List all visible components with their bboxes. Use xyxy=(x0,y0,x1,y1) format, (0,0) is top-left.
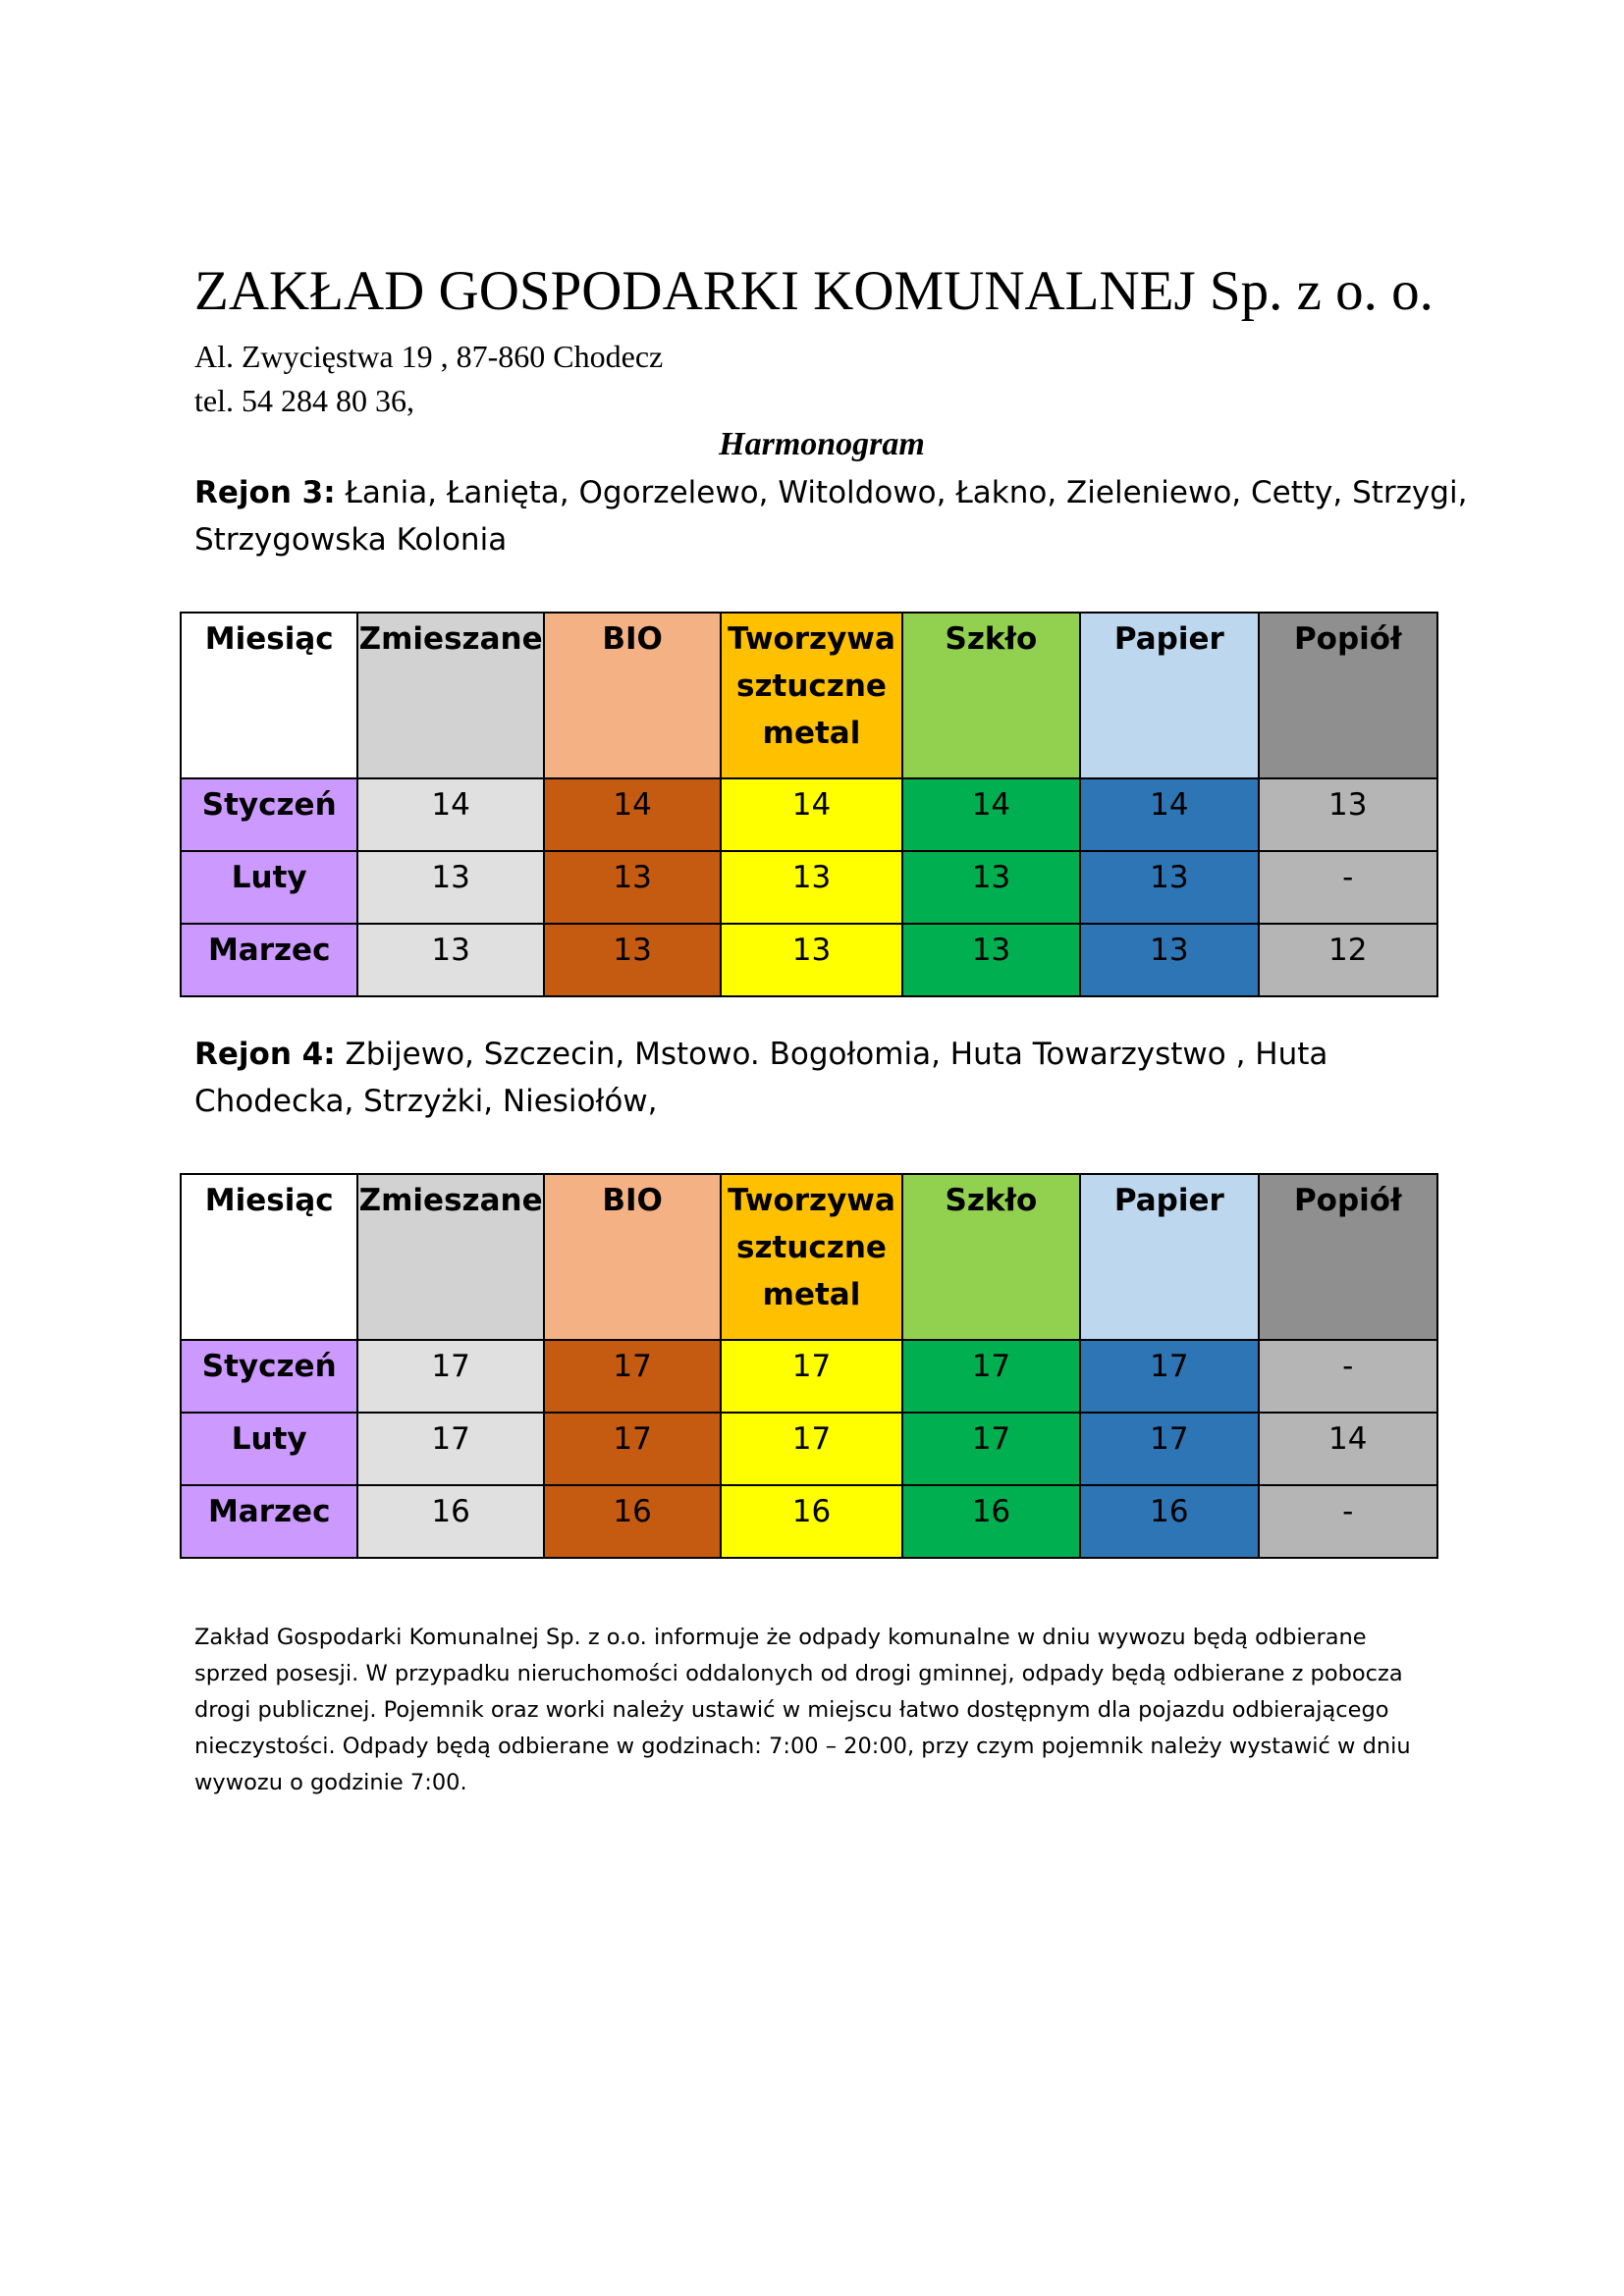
table-row xyxy=(181,1413,1437,1485)
plastic-cell: 14 xyxy=(721,778,901,851)
plastic-cell: 13 xyxy=(721,851,901,924)
column-header-paper: Papier xyxy=(1080,613,1258,778)
document-title: Harmonogram xyxy=(719,426,925,462)
bio-cell: 13 xyxy=(544,851,721,924)
ash-cell: - xyxy=(1259,1485,1437,1558)
table-header-row xyxy=(181,1174,1437,1340)
header-line: metal xyxy=(762,716,861,751)
table-row xyxy=(181,851,1437,924)
table-row xyxy=(181,1485,1437,1558)
glass-cell: 17 xyxy=(902,1340,1080,1413)
month-cell: Styczeń xyxy=(181,1340,357,1413)
paper-cell: 17 xyxy=(1080,1413,1258,1485)
paper-cell: 13 xyxy=(1080,851,1258,924)
column-header-paper: Papier xyxy=(1080,1174,1258,1340)
info-note: Zakład Gospodarki Komunalnej Sp. z o.o. informuje że odpady komunalne w dniu wywozu będą odbierane sprzed posesji. W przypadku nieruchomości oddalonych od drogi gminnej, odpady będą odbierane z pobocza drogi publicznej. Pojemnik oraz worki należy ustawić w miejscu łatwo dostępnym dla pojazdu odbierającego nieczystości. Odpady będą odbierane w godzinach: 7:00 – 20:00, przy czym pojemnik należy wystawić w dniu wywozu o godzinie 7:00. xyxy=(194,1625,1411,1795)
column-header-plastic-metal xyxy=(721,1174,901,1340)
plastic-cell: 17 xyxy=(721,1340,901,1413)
region-3-label: Rejon 3: xyxy=(194,475,336,510)
ash-cell: - xyxy=(1259,1340,1437,1413)
month-cell: Luty xyxy=(181,1413,357,1485)
region-3-localities: Łania, Łanięta, Ogorzelewo, Witoldowo, Łakno, Zieleniewo, Cetty, Strzygi, Strzygowska Kolonia xyxy=(194,475,1468,558)
region-4-schedule-table xyxy=(180,1173,1438,1559)
mixed-cell: 17 xyxy=(357,1340,543,1413)
month-cell: Marzec xyxy=(181,1485,357,1558)
glass-cell: 13 xyxy=(902,924,1080,996)
column-header-glass: Szkło xyxy=(902,613,1080,778)
ash-cell: 12 xyxy=(1259,924,1437,996)
column-header-plastic-metal xyxy=(721,613,901,778)
mixed-cell: 13 xyxy=(357,924,543,996)
column-header-month: Miesiąc xyxy=(181,613,357,778)
header-line: metal xyxy=(762,1277,861,1312)
column-header-mixed: Zmieszane xyxy=(357,613,543,778)
mixed-cell: 13 xyxy=(357,851,543,924)
glass-cell: 14 xyxy=(902,778,1080,851)
column-header-bio: BIO xyxy=(544,613,721,778)
header-line: sztuczne xyxy=(736,1230,887,1265)
header-line: Tworzywa xyxy=(728,621,895,657)
bio-cell: 14 xyxy=(544,778,721,851)
column-header-bio: BIO xyxy=(544,1174,721,1340)
mixed-cell: 17 xyxy=(357,1413,543,1485)
paper-cell: 17 xyxy=(1080,1340,1258,1413)
region-4-heading xyxy=(194,1031,1471,1125)
month-cell: Styczeń xyxy=(181,778,357,851)
company-name: ZAKŁAD GOSPODARKI KOMUNALNEJ Sp. z o. o. xyxy=(194,260,1434,322)
mixed-cell: 14 xyxy=(357,778,543,851)
region-4-localities: Zbijewo, Szczecin, Mstowo. Bogołomia, Huta Towarzystwo , Huta Chodecka, Strzyżki, Niesiołów, xyxy=(194,1037,1328,1119)
header-line: Tworzywa xyxy=(728,1183,895,1218)
company-phone: tel. 54 284 80 36, xyxy=(194,383,414,418)
column-header-glass: Szkło xyxy=(902,1174,1080,1340)
column-header-mixed: Zmieszane xyxy=(357,1174,543,1340)
header-line: sztuczne xyxy=(736,668,887,704)
plastic-cell: 13 xyxy=(721,924,901,996)
column-header-ash: Popiół xyxy=(1259,1174,1437,1340)
glass-cell: 13 xyxy=(902,851,1080,924)
month-cell: Marzec xyxy=(181,924,357,996)
table-row xyxy=(181,1340,1437,1413)
table-row xyxy=(181,924,1437,996)
paper-cell: 13 xyxy=(1080,924,1258,996)
mixed-cell: 16 xyxy=(357,1485,543,1558)
table-header-row xyxy=(181,613,1437,778)
region-4-label: Rejon 4: xyxy=(194,1037,336,1072)
bio-cell: 17 xyxy=(544,1413,721,1485)
bio-cell: 13 xyxy=(544,924,721,996)
column-header-month: Miesiąc xyxy=(181,1174,357,1340)
plastic-cell: 17 xyxy=(721,1413,901,1485)
month-cell: Luty xyxy=(181,851,357,924)
ash-cell: 14 xyxy=(1259,1413,1437,1485)
table-row xyxy=(181,778,1437,851)
region-3-schedule-table xyxy=(180,612,1438,997)
glass-cell: 16 xyxy=(902,1485,1080,1558)
glass-cell: 17 xyxy=(902,1413,1080,1485)
company-address: Al. Zwycięstwa 19 , 87-860 Chodecz xyxy=(194,339,664,374)
paper-cell: 14 xyxy=(1080,778,1258,851)
bio-cell: 16 xyxy=(544,1485,721,1558)
paper-cell: 16 xyxy=(1080,1485,1258,1558)
column-header-ash: Popiół xyxy=(1259,613,1437,778)
ash-cell: - xyxy=(1259,851,1437,924)
ash-cell: 13 xyxy=(1259,778,1437,851)
region-3-heading xyxy=(194,469,1471,563)
plastic-cell: 16 xyxy=(721,1485,901,1558)
bio-cell: 17 xyxy=(544,1340,721,1413)
